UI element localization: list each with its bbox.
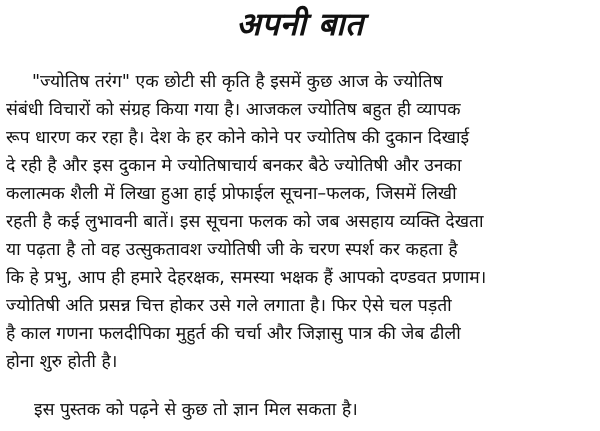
text-line: कलात्मक शैली में लिखा हुआ हाई प्रोफाईल सूचना–फलक, जिसमें लिखी xyxy=(6,184,457,204)
page-title: अपनी बात xyxy=(236,5,364,43)
text-line: दे रही है और इस दुकान मे ज्योतिषाचार्य बनकर बैठे ज्योतिषी और उनका xyxy=(6,156,462,176)
text-line: इस पुस्तक को पढ़ने से कुछ तो ज्ञान मिल सकता है। xyxy=(34,400,358,420)
text-line: होना शुरु होती है। xyxy=(6,352,118,372)
text-line: रहती है कई लुभावनी बातें। इस सूचना फलक को जब असहाय व्यक्ति देखता xyxy=(6,212,484,232)
text-line: ज्योतिषी अति प्रसन्न चित्त होकर उसे गले लगाता है। फिर ऐसे चल पड़ती xyxy=(6,296,452,316)
text-line: कि हे प्रभु, आप ही हमारे देहरक्षक, समस्या भक्षक हैं आपको दण्डवत प्रणाम। xyxy=(6,268,487,288)
text-line: संबंधी विचारों को संग्रह किया गया है। आजकल ज्योतिष बहुत ही व्यापक xyxy=(6,100,461,120)
text-line: "ज्योतिष तरंग" एक छोटी सी कृति है इसमें कुछ आज के ज्योतिष xyxy=(32,72,443,92)
text-line: या पढ़ता है तो वह उत्सुकतावश ज्योतिषी जी के चरण स्पर्श कर कहता है xyxy=(6,240,458,260)
text-line: है काल गणना फलदीपिका मुहुर्त की चर्चा और जिज्ञासु पात्र की जेब ढीली xyxy=(6,324,461,344)
text-line: रूप धारण कर रहा है। देश के हर कोने कोने पर ज्योतिष की दुकान दिखाई xyxy=(6,128,470,148)
